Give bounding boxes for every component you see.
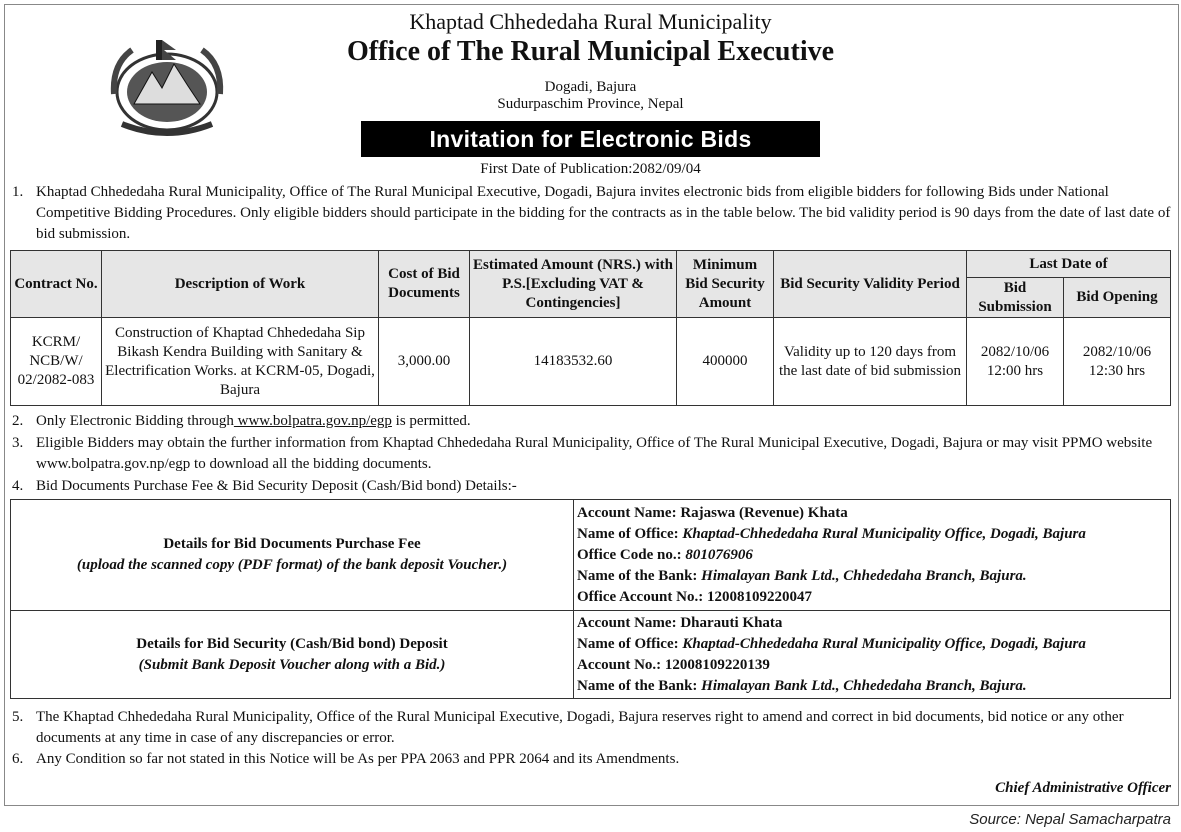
clause-text: The Khaptad Chhededaha Rural Municipality, Office of the Rural Municipal Executive, Dogadi, Bajura reserves right to amend and correct in bid documents, bid notice or any other documents at any time in case of any discrepancies or error. <box>36 709 1124 746</box>
security-deposit-subtitle: (Submit Bank Deposit Voucher along with a Bid.) <box>138 656 446 673</box>
cell-submission: 2082/10/06 12:00 hrs <box>967 318 1064 406</box>
clause-number: 6. <box>12 751 24 767</box>
notice-banner: Invitation for Electronic Bids <box>361 121 820 157</box>
location-line-2: Sudurpaschim Province, Nepal <box>497 96 684 112</box>
office-name-value: Khaptad-Chhededaha Rural Municipality Office, Dogadi, Bajura <box>682 635 1086 652</box>
clause-text: Any Condition so far not stated in this Notice will be As per PPA 2063 and PPR 2064 and its Amendments. <box>36 751 680 767</box>
office-code-label: Office Code no.: <box>577 546 682 563</box>
purchase-fee-row <box>11 500 1171 611</box>
header-validity: Bid Security Validity Period <box>774 251 967 318</box>
security-deposit-row <box>11 611 1171 699</box>
signatory: Chief Administrative Officer <box>995 780 1171 796</box>
clause-number: 3. <box>12 435 24 451</box>
purchase-fee-heading <box>11 500 574 611</box>
source-credit: Source: Nepal Samacharpatra <box>969 811 1171 828</box>
header-cost: Cost of Bid Documents <box>379 251 470 318</box>
purchase-fee-subtitle: (upload the scanned copy (PDF format) of the bank deposit Voucher.) <box>76 557 508 573</box>
header-last-date: Last Date of <box>967 251 1171 278</box>
clause-text: Only Electronic Bidding through <box>36 413 234 429</box>
bank-name-value: Himalayan Bank Ltd., Chhededaha Branch, Bajura. <box>701 567 1027 584</box>
account-no-value: 12008109220139 <box>664 656 770 673</box>
header-contract-no: Contract No. <box>11 251 102 318</box>
clause-number: 1. <box>12 184 24 200</box>
clause-1 <box>12 182 1172 245</box>
security-deposit-heading <box>11 611 574 699</box>
purchase-fee-details <box>574 500 1171 611</box>
clause-2 <box>12 411 1172 432</box>
cell-validity: Validity up to 120 days from the last date of bid submission <box>774 318 967 406</box>
clause-6 <box>12 749 1172 770</box>
location-line-1: Dogadi, Bajura <box>544 79 637 95</box>
account-name-value: Dharauti Khata <box>680 614 783 631</box>
cell-contract-no: KCRM/ NCB/W/ 02/2082-083 <box>11 318 102 406</box>
bolpatra-link[interactable]: www.bolpatra.gov.np/egp <box>233 413 392 429</box>
cell-cost: 3,000.00 <box>379 318 470 406</box>
office-title: Office of The Rural Municipal Executive <box>346 36 835 67</box>
header-estimated-amount: Estimated Amount (NRS.) with P.S.[Excluding VAT & Contingencies] <box>470 251 677 318</box>
office-account-value: 12008109220047 <box>706 588 812 605</box>
security-deposit-details <box>574 611 1171 699</box>
fee-table <box>10 499 1171 699</box>
clause-number: 4. <box>12 478 24 494</box>
bank-name-label: Name of the Bank: <box>577 677 698 694</box>
account-name-label: Account Name: <box>577 614 677 631</box>
clause-text: Eligible Bidders may obtain the further information from Khaptad Chhededaha Rural Municipality, Office of The Rural Municipal Executive, Dogadi, Bajura or may visit PPMO website www.bolpatra.gov.np/egp to download all the bidding documents. <box>36 435 1153 472</box>
header-description: Description of Work <box>102 251 379 318</box>
clause-text: Khaptad Chhededaha Rural Municipality, Office of The Rural Municipal Executive, Dogadi, Bajura invites electronic bids from eligible bidders for following Bids under National Competitive Bidding Procedures. Only eligible bidders should participate in the bidding for the contracts as in the table below. The bid validity period is 90 days from the date of last date of bid submission. <box>36 184 1171 242</box>
cell-minimum-security: 400000 <box>677 318 774 406</box>
clause-4 <box>12 476 1172 497</box>
publication-date: First Date of Publication:2082/09/04 <box>480 161 701 177</box>
clause-3 <box>12 433 1172 475</box>
office-name-label: Name of Office: <box>577 525 679 542</box>
office-name-value: Khaptad-Chhededaha Rural Municipality Office, Dogadi, Bajura <box>682 525 1086 542</box>
clause-number: 2. <box>12 413 24 429</box>
cell-opening: 2082/10/06 12:30 hrs <box>1064 318 1171 406</box>
purchase-fee-title: Details for Bid Documents Purchase Fee <box>163 536 421 552</box>
contract-table <box>10 250 1171 406</box>
office-account-label: Office Account No.: <box>577 588 704 605</box>
account-name-label: Account Name: <box>577 504 677 521</box>
header-submission: Bid Submission <box>967 278 1064 318</box>
clause-text-end: is permitted. <box>391 413 471 429</box>
cell-estimated-amount: 14183532.60 <box>470 318 677 406</box>
security-deposit-title: Details for Bid Security (Cash/Bid bond) Deposit <box>136 635 448 652</box>
municipality-name: Khaptad Chhededaha Rural Municipality <box>409 9 772 34</box>
clause-number: 5. <box>12 709 24 725</box>
account-no-label: Account No.: <box>577 656 662 673</box>
cell-description: Construction of Khaptad Chhededaha Sip Bikash Kendra Building with Sanitary & Electrification Works. at KCRM-05, Dogadi, Bajura <box>102 318 379 406</box>
clause-5 <box>12 707 1172 749</box>
office-code-value: 801076906 <box>685 546 753 563</box>
header-opening: Bid Opening <box>1064 278 1171 318</box>
office-name-label: Name of Office: <box>577 635 679 652</box>
account-name-value: Rajaswa (Revenue) Khata <box>680 504 848 521</box>
bank-name-label: Name of the Bank: <box>577 567 698 584</box>
table-row <box>11 318 1171 406</box>
clause-text: Bid Documents Purchase Fee & Bid Security Deposit (Cash/Bid bond) Details:- <box>36 478 517 494</box>
header-minimum-security: Minimum Bid Security Amount <box>677 251 774 318</box>
bank-name-value: Himalayan Bank Ltd., Chhededaha Branch, Bajura. <box>701 677 1027 694</box>
